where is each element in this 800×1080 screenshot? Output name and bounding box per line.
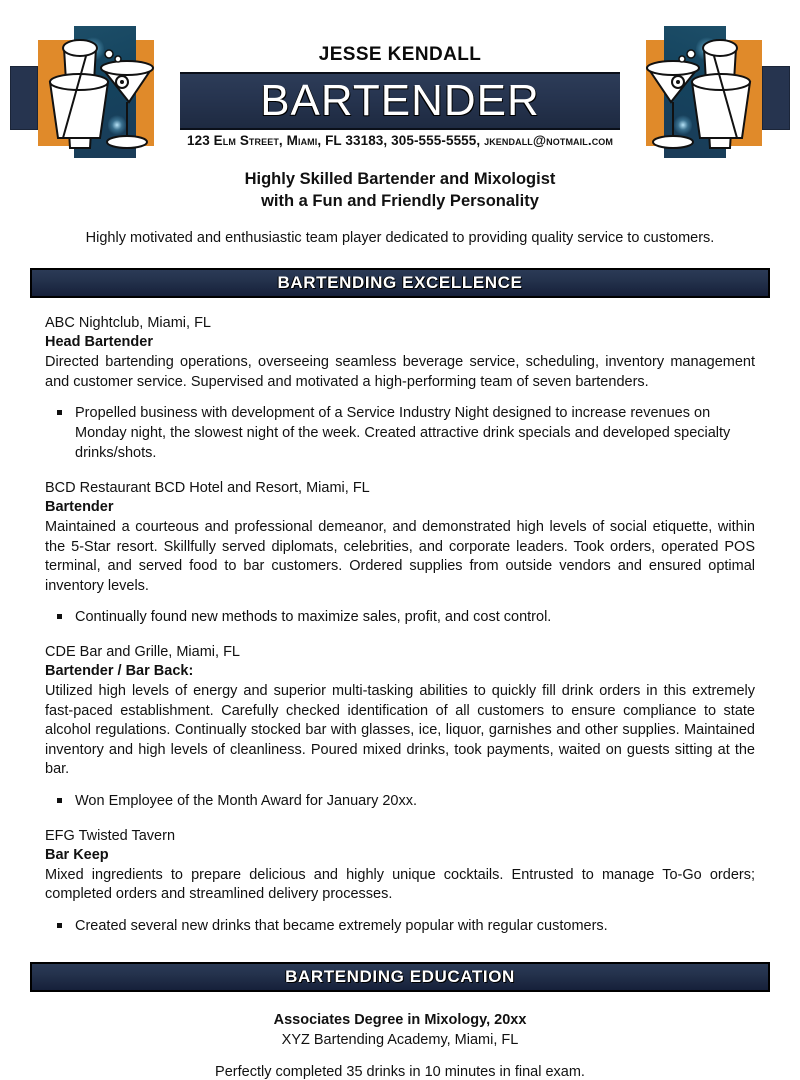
job-title-banner	[180, 72, 620, 130]
job-description: Directed bartending operations, overseeing seamless beverage service, scheduling, inventory management and customer service. Supervised and motivated a high-performing team of seven bartenders.	[45, 354, 755, 390]
job-company: EFG Twisted Tavern	[45, 827, 176, 844]
education-degree: Associates Degree in Mixology, 20xx	[273, 1011, 527, 1028]
education-section	[0, 962, 800, 1080]
resume-header	[0, 0, 800, 160]
education-body	[0, 1010, 800, 1080]
tagline-line-2: with a Fun and Friendly Personality	[261, 192, 539, 210]
job-description: Maintained a courteous and professional demeanor, and demonstrated high levels of social etiquette, within the 5-Star resort. Skillfully served diplomats, celebrities, and corporate leaders. Took orders, operated POS terminal, and served food to bar customers. Ordered supplies from outside vendors and ensured optimal inventory levels.	[45, 519, 755, 594]
job-company: BCD Restaurant BCD Hotel and Resort, Miami, FL	[45, 480, 370, 496]
section-header-education-label: BARTENDING EDUCATION	[285, 966, 515, 986]
candidate-name: JESSE KENDALL	[318, 44, 482, 65]
job-bullet-list	[45, 791, 755, 811]
job-role-title: Bartender	[45, 499, 114, 515]
job-bullet-list	[45, 403, 755, 463]
job-entry	[45, 643, 755, 811]
job-bullet-list	[45, 607, 755, 627]
bullet-text: Won Employee of the Month Award for January 20xx.	[75, 792, 418, 809]
section-header-experience	[30, 268, 770, 298]
tagline-line-1: Highly Skilled Bartender and Mixologist	[244, 170, 556, 188]
job-bullet-list	[45, 916, 755, 936]
job-entry	[45, 314, 755, 463]
square-bullet-icon	[57, 923, 62, 928]
bullet-text: Continually found new methods to maximize sales, profit, and cost control.	[75, 609, 552, 625]
list-item	[45, 607, 755, 627]
job-entry	[45, 479, 755, 627]
list-item	[45, 791, 755, 811]
job-role-title: Head Bartender	[45, 334, 153, 350]
bullet-text: Propelled business with development of a Service Industry Night designed to increase revenues on Monday night, the slowest night of the week. Created attractive drink specials and developed specialty drinks/shots.	[75, 405, 731, 461]
job-description: Mixed ingredients to prepare delicious and highly unique cocktails. Entrusted to manage To-Go orders; completed orders and streamlined delivery processes.	[45, 866, 755, 902]
professional-summary: Highly motivated and enthusiastic team player dedicated to providing quality service to customers.	[85, 230, 715, 246]
section-header-education	[30, 962, 770, 992]
tagline	[0, 168, 800, 212]
job-company: CDE Bar and Grille, Miami, FL	[45, 644, 240, 660]
job-title-text: BARTENDER	[260, 76, 540, 125]
education-school: XYZ Bartending Academy, Miami, FL	[281, 1031, 519, 1048]
square-bullet-icon	[57, 614, 62, 619]
job-company: ABC Nightclub, Miami, FL	[45, 315, 211, 331]
list-item	[45, 916, 755, 936]
bullet-text: Created several new drinks that became extremely popular with regular customers.	[75, 917, 608, 934]
square-bullet-icon	[57, 410, 62, 415]
square-bullet-icon	[57, 798, 62, 803]
section-header-experience-label: BARTENDING EXCELLENCE	[277, 273, 523, 292]
experience-content	[0, 314, 800, 936]
contact-line: 123 Elm Street, Miami, FL 33183, 305-555-5555, jkendall@notmail.com	[187, 133, 613, 148]
job-description: Utilized high levels of energy and superior multi-tasking abilities to quickly fill drink orders in this extremely fast-paced establishment. Carefully checked identification of all customers to ensure compliance to state alcohol regulations. Continually stocked bar with glasses, ice, liquor, garnishes and other supplies. Maintained inventory and high levels of cleanliness. Poured mixed drinks, took payments, waited on guests sitting at the bar.	[45, 683, 755, 777]
list-item	[45, 403, 755, 463]
education-note: Perfectly completed 35 drinks in 10 minutes in final exam.	[215, 1063, 585, 1080]
job-role-title: Bar Keep	[45, 846, 109, 863]
job-entry	[45, 827, 755, 936]
job-role-title: Bartender / Bar Back:	[45, 663, 194, 679]
